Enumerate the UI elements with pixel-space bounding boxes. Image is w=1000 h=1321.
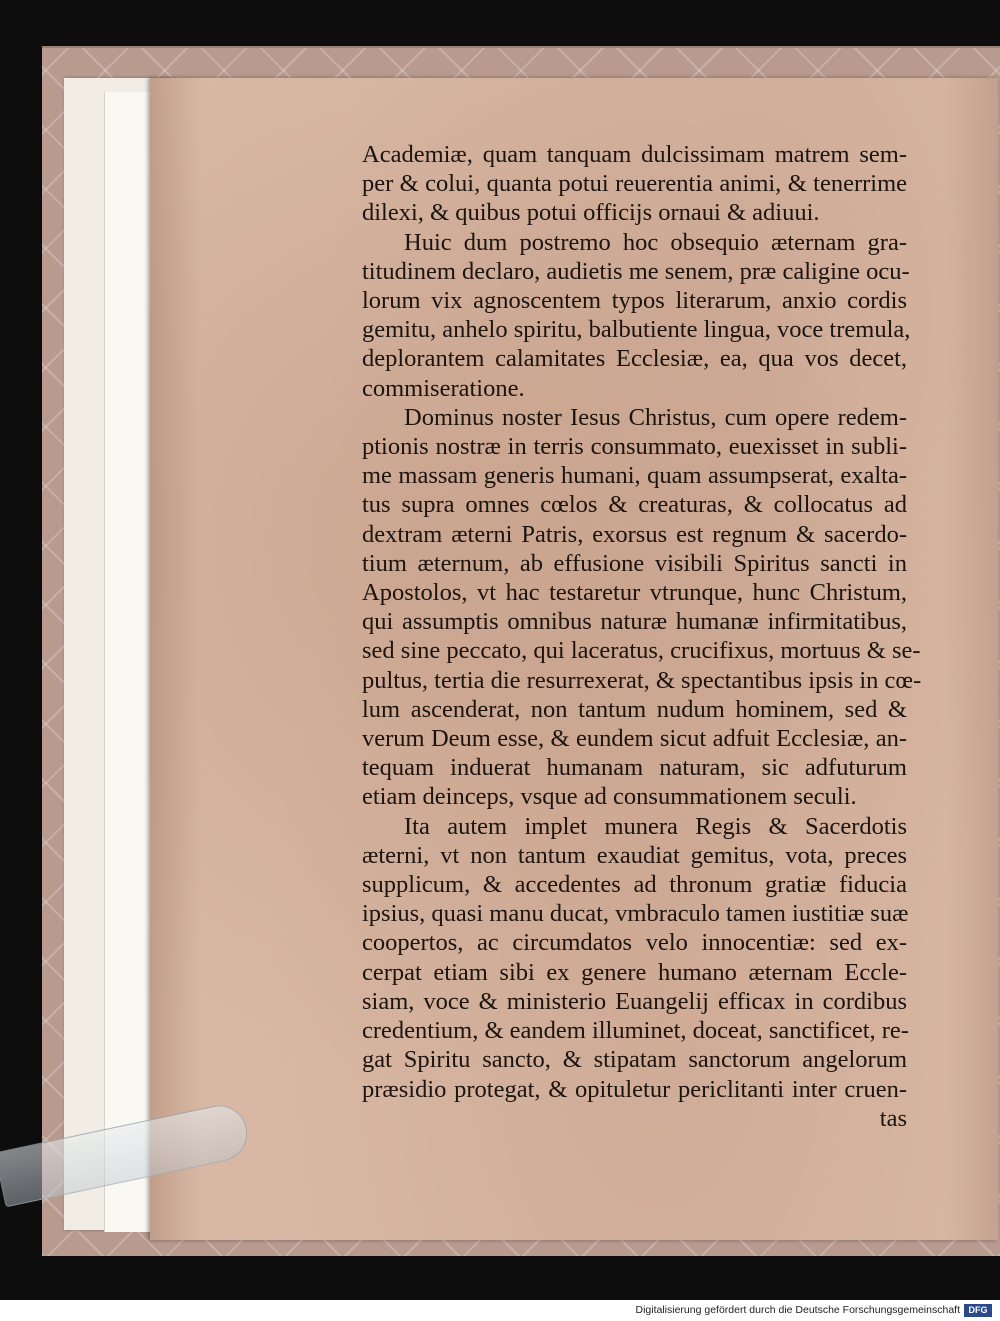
text-line: coopertos, ac circumdatos velo innocentiæ: sed ex- bbox=[362, 929, 907, 957]
text-line: æterni, vt non tantum exaudiat gemitus, vota, preces bbox=[362, 841, 907, 869]
text-line: per & colui, quanta potui reuerentia animi, & tenerrime bbox=[362, 170, 907, 198]
text-line: tequam induerat humanam naturam, sic adfuturum bbox=[362, 754, 907, 782]
text-line: ptionis nostræ in terris consummato, euexisset in subli- bbox=[362, 433, 907, 461]
text-line: tus supra omnes cœlos & creaturas, & collocatus ad bbox=[362, 491, 907, 519]
text-line: me massam generis humani, quam assumpserat, exalta- bbox=[362, 462, 907, 490]
text-line: verum Deum esse, & eundem sicut adfuit Ecclesiæ, an- bbox=[362, 725, 907, 753]
text-line: qui assumptis omnibus naturæ humanæ infirmitatibus, bbox=[362, 608, 907, 636]
catchword: tas bbox=[879, 1104, 907, 1132]
text-line: dextram æterni Patris, exorsus est regnum & sacerdo- bbox=[362, 520, 907, 548]
text-line: deplorantem calamitates Ecclesiæ, ea, qua vos decet, bbox=[362, 345, 907, 373]
text-line: cerpat etiam sibi ex genere humano æternam Eccle- bbox=[362, 958, 907, 986]
text-line: etiam deinceps, vsque ad consummationem seculi. bbox=[362, 783, 857, 811]
text-line: lorum vix agnoscentem typos literarum, anxio cordis bbox=[362, 287, 907, 315]
text-line: gemitu, anhelo spiritu, balbutiente lingua, voce tremula, bbox=[362, 316, 911, 344]
flyleaf-edge bbox=[104, 92, 156, 1232]
text-line: pultus, tertia die resurrexerat, & spectantibus ipsis in cœ- bbox=[362, 666, 922, 694]
text-line: siam, voce & ministerio Euangelij efficax in cordibus bbox=[362, 987, 907, 1015]
text-line: Dominus noster Iesus Christus, cum opere redem- bbox=[404, 403, 907, 431]
text-line: dilexi, & quibus potui officijs ornaui & adiuui. bbox=[362, 199, 820, 227]
dfg-logo: DFG bbox=[964, 1304, 992, 1317]
footer-bar bbox=[0, 1300, 1000, 1321]
text-line: supplicum, & accedentes ad thronum gratiæ fiducia bbox=[362, 871, 907, 899]
text-line: lum ascenderat, non tantum nudum hominem, sed & bbox=[362, 695, 907, 723]
text-line: sed sine peccato, qui laceratus, crucifixus, mortuus & se- bbox=[362, 637, 921, 665]
text-line: Academiæ, quam tanquam dulcissimam matrem sem- bbox=[362, 141, 907, 168]
page-text bbox=[362, 140, 922, 1133]
text-line: Ita autem implet munera Regis & Sacerdotis bbox=[404, 812, 907, 840]
text-line: ipsius, quasi manu ducat, vmbraculo tamen iustitiæ suæ bbox=[362, 900, 909, 928]
text-line: titudinem declaro, audietis me senem, præ caligine ocu- bbox=[362, 257, 910, 285]
text-line: Huic dum postremo hoc obsequio æternam gra- bbox=[404, 228, 907, 256]
text-line: gat Spiritu sancto, & stipatam sanctorum angelorum bbox=[362, 1046, 907, 1074]
text-line: tium æternum, ab effusione visibili Spiritus sancti in bbox=[362, 549, 907, 577]
text-line: Apostolos, vt hac testaretur vtrunque, hunc Christum, bbox=[362, 579, 907, 607]
text-line: præsidio protegat, & opituletur periclitanti inter cruen- bbox=[362, 1075, 907, 1103]
text-line: commiseratione. bbox=[362, 374, 525, 402]
text-line: credentium, & eandem illuminet, doceat, sanctificet, re- bbox=[362, 1017, 909, 1045]
footer-credit: Digitalisierung gefördert durch die Deutsche Forschungsgemeinschaft bbox=[635, 1304, 960, 1316]
